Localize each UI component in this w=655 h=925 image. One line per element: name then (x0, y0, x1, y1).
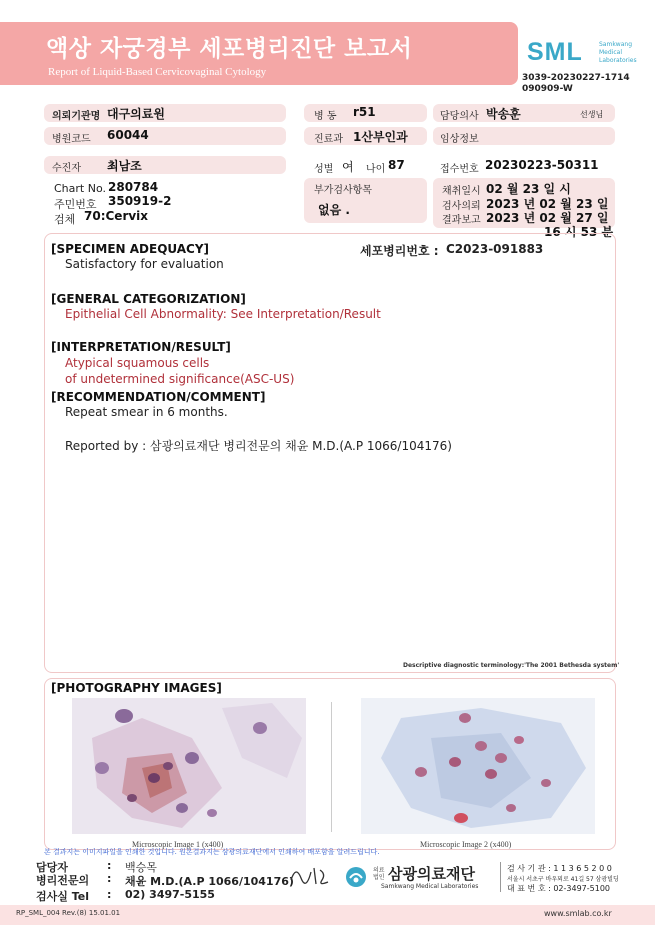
image-divider (331, 702, 332, 832)
report-subtitle: Report of Liquid-Based Cervicovaginal Cytology (48, 66, 267, 78)
dept-label: 진료과 (314, 134, 343, 145)
image-1-caption: Microscopic Image 1 (x400) (132, 840, 224, 849)
interp-line-2: of undetermined significance(ASC-US) (65, 372, 295, 386)
extra-label: 부가검사항목 (314, 185, 372, 196)
org-tag-1: 의료 (373, 867, 385, 874)
org-divider (500, 862, 501, 892)
receipt-value: 20230223-50311 (485, 158, 599, 172)
logo-sub-2: Medical (599, 49, 622, 56)
org-name: 삼광의료재단 (388, 865, 475, 883)
age-value: 87 (388, 158, 405, 172)
website-link[interactable]: www.smlab.co.kr (544, 909, 612, 918)
cyto-no-value: C2023-091883 (446, 242, 544, 256)
patient-value: 최남조 (107, 159, 142, 173)
microscopic-image-1 (72, 698, 306, 834)
lab-value: 02) 3497-5155 (125, 888, 215, 901)
lab-label: 검사실 Tel (36, 890, 89, 903)
clinical-label: 임상정보 (440, 134, 479, 145)
ward-label: 병 동 (314, 111, 337, 122)
id-value: 350919-2 (108, 194, 172, 208)
reported-by: Reported by : 삼광의료재단 병리전문의 채윤 M.D.(A.P 1066/104176) (65, 439, 452, 453)
sml-logo-text: SML (527, 38, 583, 66)
doc-code: RP_SML_004 Rev.(8) 15.01.01 (16, 909, 121, 917)
age-label: 나이 (366, 164, 386, 175)
hospital-code-value: 60044 (107, 128, 149, 142)
pathologist-value: 채윤 M.D.(A.P 1066/104176) (125, 875, 294, 888)
staff-colon: : (107, 859, 112, 872)
interp-line-1: Atypical squamous cells (65, 356, 210, 370)
institution-label: 의뢰기관명 (52, 111, 101, 122)
request-value: 2023 년 02 월 23 일 (486, 197, 609, 211)
footer-notice: 본 결과지는 이미지파일을 인쇄한 것입니다. 원본결과지는 삼광의료재단에서 인쇄하여 배포함을 알려드립니다. (44, 848, 380, 856)
logo-sub-3: Laboratories (599, 57, 637, 64)
org-en: Samkwang Medical Laboratories (381, 883, 479, 890)
id-label: 주민번호 (54, 198, 97, 211)
signature (286, 860, 336, 890)
staff-label: 담당자 (36, 861, 68, 874)
logo-sub-1: Samkwang (599, 41, 632, 48)
terminology-note: Descriptive diagnostic terminology:'The 2001 Bethesda system' (403, 662, 620, 669)
extra-value: 없음 . (318, 203, 350, 217)
org-logo-icon (345, 866, 367, 888)
org-reg: 검 사 기 관 : 1 1 3 6 5 2 0 0 (507, 864, 612, 873)
collect-label: 채취일시 (442, 186, 481, 197)
test-value: 70:Cervix (84, 209, 149, 223)
institution-value: 대구의료원 (107, 107, 165, 121)
interp-title: [INTERPRETATION/RESULT] (51, 340, 231, 354)
recommend-title: [RECOMMENDATION/COMMENT] (51, 390, 266, 404)
result-time: 16 시 53 분 (544, 225, 614, 239)
report-title: 액상 자궁경부 세포병리진단 보고서 (46, 36, 413, 62)
adequacy-text: Satisfactory for evaluation (65, 257, 224, 271)
sex-label: 성별 (314, 164, 334, 175)
general-title: [GENERAL CATEGORIZATION] (51, 292, 246, 306)
staff-value: 백승목 (125, 861, 157, 874)
patient-label: 수진자 (52, 163, 81, 174)
cyto-no-label: 세포병리번호 : (360, 244, 439, 258)
org-tag-2: 법인 (373, 874, 385, 881)
hospital-code-label: 병원코드 (52, 134, 91, 145)
receipt-label: 접수번호 (440, 164, 479, 175)
collect-value: 02 월 23 일 시 (486, 182, 571, 196)
doctor-value: 박송훈 (486, 107, 521, 121)
dept-value: 1산부인과 (353, 130, 408, 144)
lab-colon: : (107, 888, 112, 901)
pathologist-colon: : (107, 872, 112, 885)
microscopic-image-2 (361, 698, 595, 834)
recommend-text: Repeat smear in 6 months. (65, 405, 228, 419)
image-2-caption: Microscopic Image 2 (x400) (420, 840, 512, 849)
adequacy-title: [SPECIMEN ADEQUACY] (51, 242, 210, 256)
general-text: Epithelial Cell Abnormality: See Interpretation/Result (65, 307, 381, 321)
request-label: 검사의뢰 (442, 201, 481, 212)
org-addr: 서울시 서초구 바우뫼로 41길 57 삼광빌딩 (507, 876, 619, 883)
chart-value: 280784 (108, 180, 159, 194)
pathologist-label: 병리전문의 (36, 874, 90, 887)
test-label: 검체 (54, 213, 76, 226)
doctor-suffix: 선생님 (580, 110, 604, 119)
result-value: 2023 년 02 월 27 일 (486, 211, 609, 225)
report-code-1: 3039-20230227-1714 (522, 73, 630, 83)
sex-value: 여 (342, 160, 354, 174)
ward-value: r51 (353, 105, 376, 119)
report-code-2: 090909-W (522, 84, 573, 94)
org-tag (373, 867, 385, 881)
result-label: 결과보고 (442, 215, 481, 226)
doctor-label: 담당의사 (440, 111, 479, 122)
sml-logo (527, 38, 637, 70)
photo-title: [PHOTOGRAPHY IMAGES] (51, 681, 222, 695)
chart-label: Chart No. (54, 182, 106, 195)
org-phone: 대 표 번 호 : 02-3497-5100 (507, 884, 610, 893)
